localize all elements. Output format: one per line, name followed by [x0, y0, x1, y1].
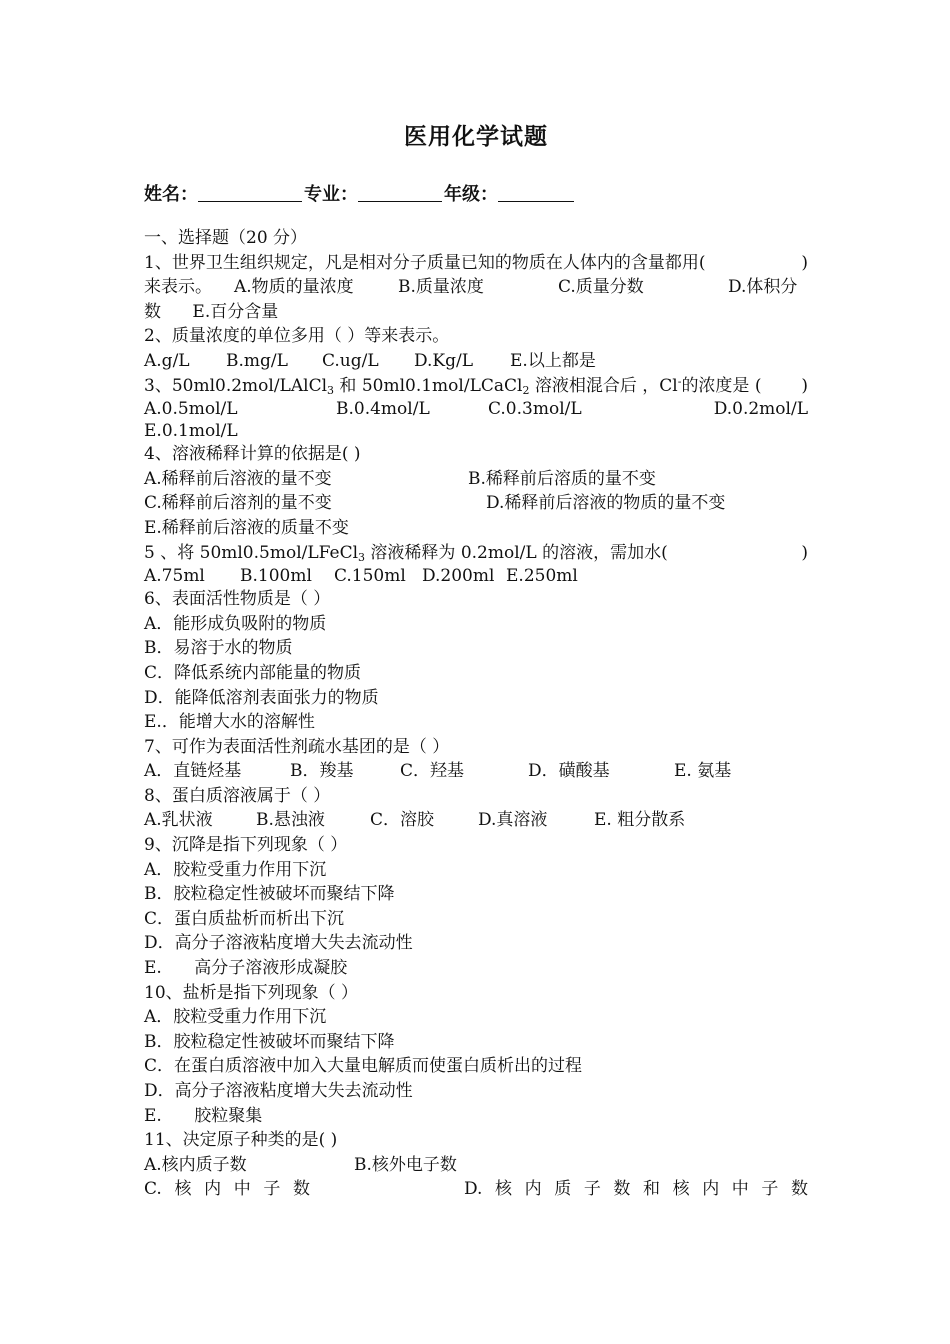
question-1-text-cont: 来表示。 — [144, 277, 212, 298]
option-b: B．胶粒稳定性被破坏而聚结下降 — [144, 1031, 395, 1052]
option-a: A．能形成负吸附的物质 — [144, 613, 327, 634]
option-c: C．降低系统内部能量的物质 — [144, 662, 362, 683]
option-c: C.质量分数 — [558, 277, 644, 298]
option-b: B.悬浊液 — [256, 810, 325, 831]
page-title: 医用化学试题 — [404, 123, 548, 150]
option-c: C.ug/L — [322, 350, 379, 371]
answer-bracket: ) — [801, 375, 808, 396]
question-7-stem: 7、可作为表面活性剂疏水基团的是（ ） — [144, 736, 450, 757]
option-d: D.Kg/L — [414, 350, 474, 371]
question-11-stem: 11、决定原子种类的是( ) — [144, 1130, 338, 1151]
question-4-stem: 4、溶液稀释计算的依据是( ) — [144, 444, 361, 465]
option-b: B.0.4mol/L — [336, 399, 430, 420]
option-b: B．胶粒稳定性被破坏而聚结下降 — [144, 884, 395, 905]
question-5-stem — [144, 541, 808, 566]
option-d: D．磺酸基 — [528, 761, 610, 782]
option-d: D．高分子溶液粘度增大失去流动性 — [144, 1081, 413, 1101]
option-e: E. 氨基 — [674, 761, 732, 782]
option-a: A．直链烃基 — [144, 761, 242, 782]
student-info-line — [144, 180, 576, 206]
question-2-stem: 2、质量浓度的单位多用（ ）等来表示。 — [144, 326, 450, 347]
question-11-options-2 — [144, 1177, 808, 1202]
question-8-options — [144, 808, 808, 833]
option-a: A.75ml — [144, 566, 205, 587]
question-1-stem — [144, 251, 808, 276]
question-3-stem — [144, 374, 808, 399]
question-2-options — [144, 349, 808, 374]
option-a: A．胶粒受重力作用下沉 — [144, 1007, 327, 1028]
question-4-options-1 — [144, 467, 808, 492]
question-7-options — [144, 759, 808, 784]
answer-bracket: ) — [801, 542, 808, 563]
grade-blank[interactable] — [498, 183, 574, 202]
option-b: B．羧基 — [290, 761, 354, 782]
option-e: E. 高分子溶液形成凝胶 — [144, 958, 348, 979]
question-3-option-e: E.0.1mol/L — [144, 421, 238, 442]
option-d: D．高分子溶液粘度增大失去流动性 — [144, 933, 413, 954]
option-d: D.真溶液 — [478, 810, 548, 831]
option-a: A.0.5mol/L — [144, 399, 238, 420]
option-d: D.稀释前后溶液的物质的量不变 — [486, 493, 726, 514]
question-3-options — [144, 398, 808, 420]
option-d: D.体积分 — [728, 277, 798, 298]
option-c: C.150ml — [334, 566, 406, 587]
question-6-stem: 6、表面活性物质是（ ） — [144, 589, 331, 610]
major-label: 专业： — [304, 184, 358, 205]
option-b: B.质量浓度 — [398, 277, 484, 298]
question-4-options-2 — [144, 491, 808, 516]
option-b: B．易溶于水的物质 — [144, 638, 293, 659]
question-11-options-1 — [144, 1153, 808, 1178]
option-d: D. 核 内 质 子 数 和 核 内 中 子 数 — [464, 1179, 808, 1200]
question-body — [144, 226, 808, 1202]
option-c: C.稀释前后溶剂的量不变 — [144, 493, 332, 514]
option-c: C. 核 内 中 子 数 — [144, 1179, 310, 1200]
option-d-cont: 数 — [144, 301, 161, 322]
option-d: D．能降低溶剂表面张力的物质 — [144, 687, 379, 708]
option-e: E.以上都是 — [510, 350, 596, 371]
option-a: A.稀释前后溶液的量不变 — [144, 468, 332, 489]
option-e: E.250ml — [506, 566, 578, 587]
question-5-options — [144, 565, 808, 587]
section-heading: 一、选择题（20 分） — [144, 228, 308, 248]
option-a: A.物质的量浓度 — [234, 277, 354, 298]
question-1-options — [144, 275, 808, 300]
option-e: E.．能增大水的溶解性 — [144, 712, 315, 733]
option-a: A．胶粒受重力作用下沉 — [144, 859, 327, 880]
question-4-option-e: E.稀释前后溶液的质量不变 — [144, 517, 349, 538]
option-d: D.0.2mol/L — [713, 399, 808, 420]
option-c: C．蛋白质盐析而析出下沉 — [144, 908, 345, 929]
question-9-stem: 9、沉降是指下列现象（ ） — [144, 835, 348, 856]
answer-bracket: ) — [801, 252, 808, 273]
question-3-text: 3、50ml0.2mol/LAlCl$_3$ 和 50ml0.1mol/LCaCl$_2$ 溶液相混合后 ，Cl-的浓度是 ( — [144, 374, 762, 397]
option-b: B.核外电子数 — [354, 1154, 457, 1175]
option-c: C．在蛋白质溶液中加入大量电解质而使蛋白质析出的过程 — [144, 1056, 583, 1077]
option-b: B.mg/L — [226, 350, 288, 371]
major-blank[interactable] — [358, 183, 442, 202]
name-label: 姓名： — [144, 184, 198, 205]
question-1-text: 1、世界卫生组织规定，凡是相对分子质量已知的物质在人体内的含量都用( — [144, 252, 706, 273]
question-10-stem: 10、盐析是指下列现象（ ） — [144, 982, 359, 1003]
option-e: E. 粗分散系 — [594, 810, 686, 831]
option-e: E. 胶粒聚集 — [144, 1105, 263, 1126]
option-b: B.100ml — [240, 566, 312, 587]
name-blank[interactable] — [198, 183, 302, 202]
question-1-options-2 — [144, 300, 808, 325]
option-c: C.0.3mol/L — [488, 399, 582, 420]
option-b: B.稀释前后溶质的量不变 — [468, 468, 656, 489]
option-e: E.百分含量 — [192, 301, 279, 322]
option-c: C．羟基 — [400, 761, 465, 782]
option-a: A.g/L — [144, 350, 190, 371]
question-5-text: 5 、将 50ml0.5mol/LFeCl$_3$ 溶液稀释为 0.2mol/L 的溶液，需加水( — [144, 542, 668, 564]
option-c: C．溶胶 — [370, 810, 435, 831]
option-d: D.200ml — [422, 566, 495, 587]
question-8-stem: 8、蛋白质溶液属于（ ） — [144, 785, 331, 806]
option-a: A.乳状液 — [144, 810, 213, 831]
option-a: A.核内质子数 — [144, 1154, 247, 1175]
grade-label: 年级： — [444, 184, 498, 205]
